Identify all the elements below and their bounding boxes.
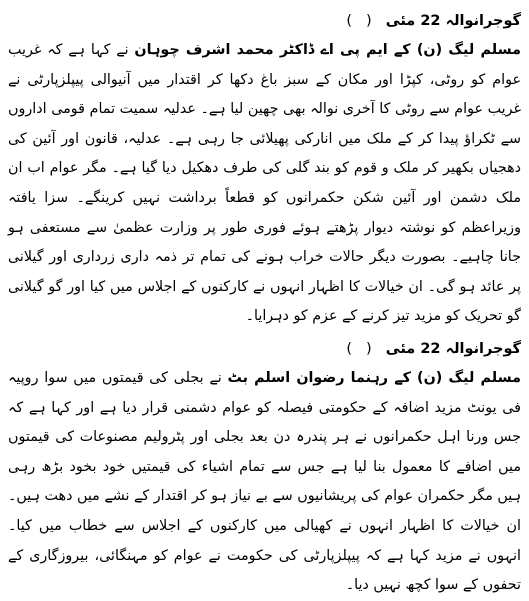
dateline-paren-open: ( <box>366 13 372 29</box>
article-paragraph <box>8 36 521 332</box>
dateline <box>8 6 521 36</box>
dateline-paren-close: ) <box>346 13 353 29</box>
dateline-paren-close: ) <box>346 340 353 357</box>
dateline-place-date: گوجرانوالہ 22 مئی <box>385 13 521 29</box>
article-lead: مسلم لیگ (ن) کے ایم پی اے ڈاکٹر محمد اشرف چوہان <box>134 42 521 58</box>
article-body: نے کہا ہے کہ غریب عوام کو روٹی، کپڑا اور مکان کے سبز باغ دکھا کر اقتدار میں آنیوالی پیپلزپارٹی نے غریب عوام سے روٹی کا آخری نوالہ بھی چھین لیا ہے۔ عدلیہ سمیت تمام قومی اداروں سے ٹکراؤ پیدا کر کے ملک میں انارکی پھیلائی جا رہی ہے۔ عدلیہ، قانون اور آئین کی دھجیاں بکھیر کر ملک و قوم کو بند گلی کی طرف دھکیل دیا گیا ہے۔ مگر عوام اب ان ملک دشمن اور آئین شکن حکمرانوں کو قطعاً برداشت نہیں کرینگے۔ سزا یافتہ وزیراعظم کو نوشتہ دیوار پڑھتے ہوئے فوری طور پر وزارت عظمیٰ سے مستعفی ہو جانا چاہیے۔ بصورت دیگر حالات خراب ہونے کی تمام تر ذمہ داری زرداری اور گیلانی پر عائد ہو گی۔ ان خیالات کا اظہار انہوں نے کارکنوں کے اجلاس میں کیا اور گو گیلانی گو تحریک کو مزید تیز کرنے کے عزم کو دہرایا۔ <box>8 42 521 325</box>
dateline <box>8 334 521 364</box>
article-lead: مسلم لیگ (ن) کے رہنما رضوان اسلم بٹ <box>227 369 521 386</box>
dateline-paren-open: ( <box>366 340 372 357</box>
article-body: نے بجلی کی قیمتوں میں سوا روپیہ فی یونٹ مزید اضافہ کے حکومتی فیصلہ کو عوام دشمنی قرار دیا ہے اور کہا ہے کہ جس ورنا اہل حکمرانوں نے ہر پندرہ دن بعد بجلی اور پٹرولیم مصنوعات کی قیمتوں میں اضافے کا معمول بنا لیا ہے جس سے تمام اشیاء کی قیمتیں خود بخود بڑھ رہی ہیں مگر حکمران عوام کی پریشانیوں سے بے نیاز ہو کر اقتدار کے نشے میں دھت ہیں۔ ان خیالات کا اظہار انہوں نے کھیالی میں کارکنوں کے اجلاس سے خطاب میں کیا۔ انہوں نے مزید کہا ہے کہ پیپلزپارٹی کی حکومت نے عوام کو مہنگائی، بیروزگاری کے تحفوں کے سوا کچھ نہیں دیا۔ <box>8 369 521 594</box>
dateline-place-date: گوجرانوالہ 22 مئی <box>385 340 521 357</box>
article-paragraph <box>8 364 521 601</box>
